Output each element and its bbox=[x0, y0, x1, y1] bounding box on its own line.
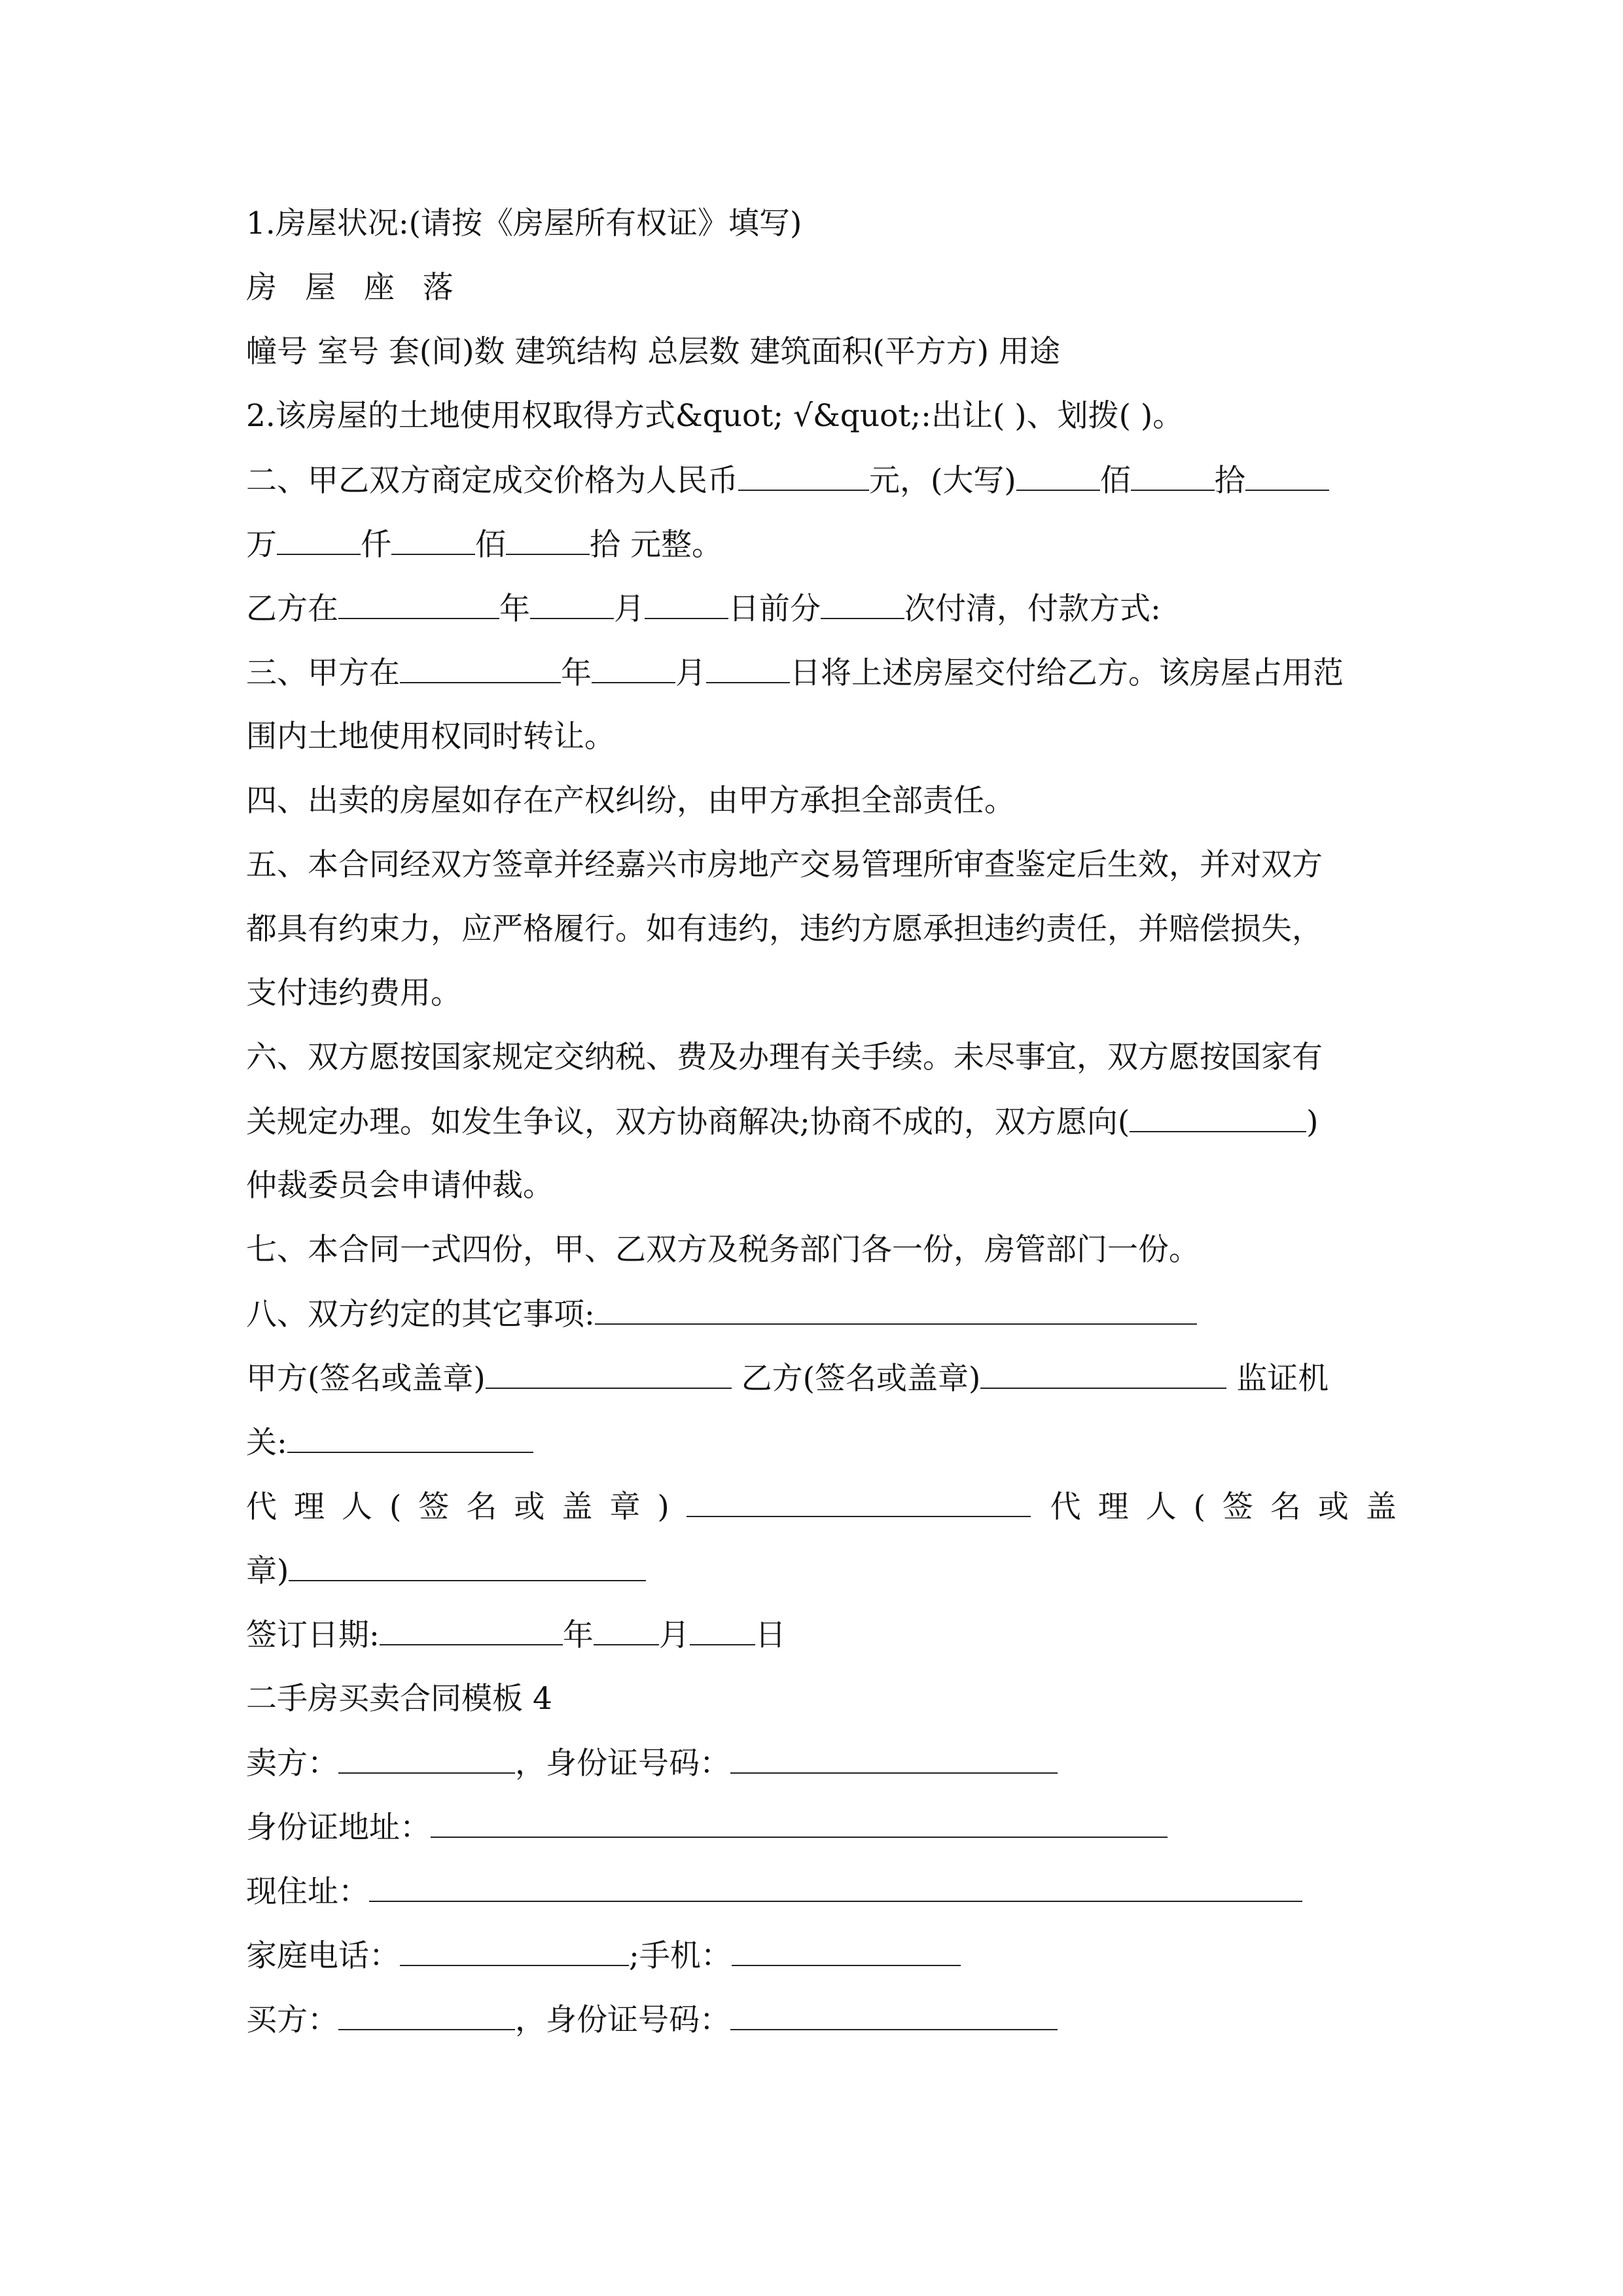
id-address-line: 身份证地址： bbox=[246, 1808, 1168, 1848]
clause-seven: 七、本合同一式四份，甲、乙双方及税务部门各一份，房管部门一份。 bbox=[246, 1232, 1200, 1268]
clause-five: 五、本合同经双方签章并经嘉兴市房地产交易管理所审查鉴定后生效，并对双方 bbox=[246, 847, 1323, 883]
price-blank[interactable] bbox=[738, 461, 869, 491]
delivery-month-blank[interactable] bbox=[592, 653, 675, 683]
payment-year-blank[interactable] bbox=[338, 589, 499, 619]
clause-six: 六、双方愿按国家规定交纳税、费及办理有关手续。未尽事宜，双方愿按国家有 bbox=[246, 1039, 1323, 1075]
ten-blank[interactable] bbox=[506, 525, 590, 555]
supervising-authority: 关: bbox=[246, 1423, 533, 1463]
agent-b-signature-blank[interactable] bbox=[289, 1551, 646, 1581]
signing-day-blank[interactable] bbox=[690, 1615, 755, 1645]
signing-year-blank[interactable] bbox=[380, 1615, 563, 1645]
current-address-line: 现住址： bbox=[246, 1872, 1302, 1912]
clause-five-end: 支付违约费用。 bbox=[246, 975, 461, 1011]
buyer-name-blank[interactable] bbox=[338, 2000, 515, 2030]
clause-six-end: 仲裁委员会申请仲裁。 bbox=[246, 1168, 554, 1204]
party-a-signature-blank[interactable] bbox=[486, 1359, 732, 1389]
delivery-day-blank[interactable] bbox=[706, 653, 790, 683]
thousand-blank[interactable] bbox=[277, 525, 361, 555]
clause-three-delivery: 三、甲方在 年 月 日将上述房屋交付给乙方。该房屋占用范 bbox=[246, 653, 1344, 693]
signature-line-agents: 代理人(签名或盖章) 代理人(签名或盖 bbox=[246, 1487, 1414, 1527]
template-4-title: 二手房买卖合同模板 4 bbox=[246, 1681, 552, 1717]
buyer-line: 买方： ，身份证号码： bbox=[246, 2000, 1058, 2040]
seller-id-blank[interactable] bbox=[730, 1744, 1058, 1774]
clause-house-status: 1.房屋状况:(请按《房屋所有权证》填写) bbox=[246, 206, 802, 242]
signature-line-agents-cont: 章) bbox=[246, 1551, 646, 1591]
signing-month-blank[interactable] bbox=[594, 1615, 659, 1645]
clause-two-price-cont: 万 仟 佰 拾 元整。 bbox=[246, 525, 722, 565]
buyer-id-blank[interactable] bbox=[730, 2000, 1058, 2030]
payment-month-blank[interactable] bbox=[530, 589, 614, 619]
clause-four: 四、出卖的房屋如存在产权纠纷，由甲方承担全部责任。 bbox=[246, 783, 1015, 819]
hundred-blank[interactable] bbox=[391, 525, 475, 555]
house-fields-header: 幢号 室号 套(间)数 建筑结构 总层数 建筑面积(平方方) 用途 bbox=[246, 334, 1060, 370]
clause-eight: 八、双方约定的其它事项: bbox=[246, 1295, 1197, 1335]
id-address-blank[interactable] bbox=[431, 1808, 1168, 1838]
phone-line: 家庭电话： ;手机： bbox=[246, 1936, 961, 1976]
other-matters-blank[interactable] bbox=[595, 1295, 1197, 1325]
seller-name-blank[interactable] bbox=[338, 1744, 515, 1774]
signature-line-parties: 甲方(签名或盖章) 乙方(签名或盖章) 监证机 bbox=[246, 1359, 1329, 1399]
wan-blank[interactable] bbox=[1245, 461, 1329, 491]
supervising-authority-blank[interactable] bbox=[287, 1423, 533, 1453]
land-use-right-clause: 2.该房屋的土地使用权取得方式&quot; √&quot;:出让( )、划拨( )。 bbox=[246, 398, 1184, 434]
house-location-label: 房 屋 座 落 bbox=[246, 270, 463, 306]
clause-two-price: 二、甲乙双方商定成交价格为人民币 元，(大写) 佰 拾 bbox=[246, 461, 1329, 501]
payment-schedule: 乙方在 年 月 日前分 次付清，付款方式: bbox=[246, 589, 1161, 629]
installments-blank[interactable] bbox=[821, 589, 904, 619]
seller-line: 卖方： ，身份证号码： bbox=[246, 1744, 1058, 1784]
clause-six-cont: 关规定办理。如发生争议，双方协商解决;协商不成的，双方愿向( ) bbox=[246, 1102, 1319, 1142]
mobile-phone-blank[interactable] bbox=[732, 1936, 961, 1966]
clause-five-cont: 都具有约束力，应严格履行。如有违约，违约方愿承担违约责任，并赔偿损失， bbox=[246, 911, 1323, 947]
agent-a-signature-blank[interactable] bbox=[687, 1487, 1031, 1517]
ten-thousand-blank[interactable] bbox=[1131, 461, 1215, 491]
clause-three-cont: 围内土地使用权同时转让。 bbox=[246, 719, 615, 755]
current-address-blank[interactable] bbox=[369, 1872, 1302, 1902]
payment-day-blank[interactable] bbox=[645, 589, 728, 619]
home-phone-blank[interactable] bbox=[400, 1936, 629, 1966]
signing-date: 签订日期: 年 月 日 bbox=[246, 1615, 786, 1655]
arbitration-committee-blank[interactable] bbox=[1130, 1102, 1306, 1132]
hundred-thousand-blank[interactable] bbox=[1016, 461, 1100, 491]
party-b-signature-blank[interactable] bbox=[980, 1359, 1226, 1389]
delivery-year-blank[interactable] bbox=[400, 653, 561, 683]
